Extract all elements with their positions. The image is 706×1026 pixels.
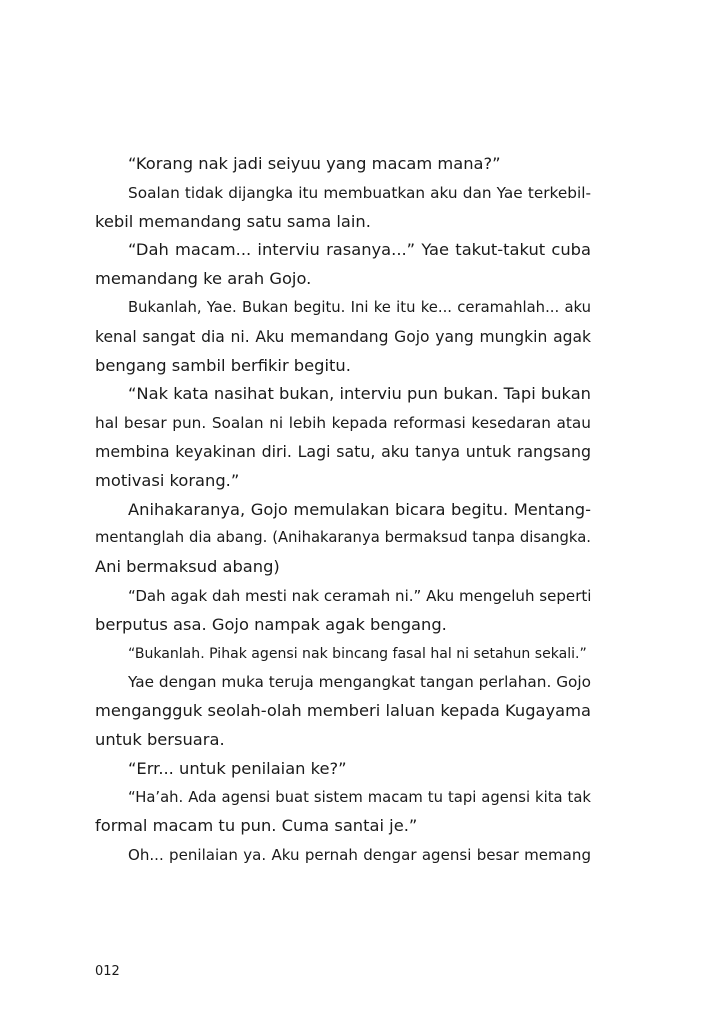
- text-line: untuk bersuara.: [95, 729, 225, 749]
- text-line: Yae dengan muka teruja mengangkat tangan perlahan. Gojo: [128, 673, 591, 692]
- text-line: kenal sangat dia ni. Aku memandang Gojo yang mungkin agak: [95, 327, 591, 346]
- text-line: “Korang nak jadi seiyuu yang macam mana?”: [128, 154, 501, 173]
- text-line: Soalan tidak dijangka itu membuatkan aku dan Yae terkebil-: [128, 183, 591, 202]
- text-line: kebil memandang satu sama lain.: [95, 211, 371, 231]
- text-line: Ani bermaksud abang): [95, 557, 280, 577]
- text-line: Bukanlah, Yae. Bukan begitu. Ini ke itu ke... ceramahlah... aku: [128, 298, 591, 316]
- text-line: Oh... penilaian ya. Aku pernah dengar agensi besar memang: [128, 846, 591, 865]
- page-number: 012: [95, 964, 120, 979]
- text-line: hal besar pun. Soalan ni lebih kepada reformasi kesedaran atau: [95, 414, 591, 433]
- text-line: mengangguk seolah-olah memberi laluan kepada Kugayama: [95, 701, 591, 721]
- body-text: [95, 150, 591, 870]
- text-line: Anihakaranya, Gojo memulakan bicara begitu. Mentang-: [128, 499, 591, 519]
- text-line: mentanglah dia abang. (Anihakaranya bermaksud tanpa disangka.: [95, 529, 591, 547]
- text-line: bengang sambil berfikir begitu.: [95, 355, 351, 375]
- text-line: “Ha’ah. Ada agensi buat sistem macam tu tapi agensi kita tak: [128, 788, 591, 806]
- text-line: berputus asa. Gojo nampak agak bengang.: [95, 614, 447, 634]
- text-line: “Nak kata nasihat bukan, interviu pun bukan. Tapi bukan: [128, 384, 591, 404]
- text-line: “Bukanlah. Pihak agensi nak bincang fasal hal ni setahun sekali.”: [128, 645, 587, 662]
- text-line: formal macam tu pun. Cuma santai je.”: [95, 816, 418, 836]
- text-line: “Err... untuk penilaian ke?”: [128, 758, 347, 778]
- text-line: memandang ke arah Gojo.: [95, 269, 312, 289]
- text-line: motivasi korang.”: [95, 470, 240, 490]
- text-line: “Dah macam... interviu rasanya...” Yae takut-takut cuba: [128, 240, 591, 260]
- text-line: membina keyakinan diri. Lagi satu, aku tanya untuk rangsang: [95, 441, 591, 461]
- text-line: “Dah agak dah mesti nak ceramah ni.” Aku mengeluh seperti: [128, 586, 591, 605]
